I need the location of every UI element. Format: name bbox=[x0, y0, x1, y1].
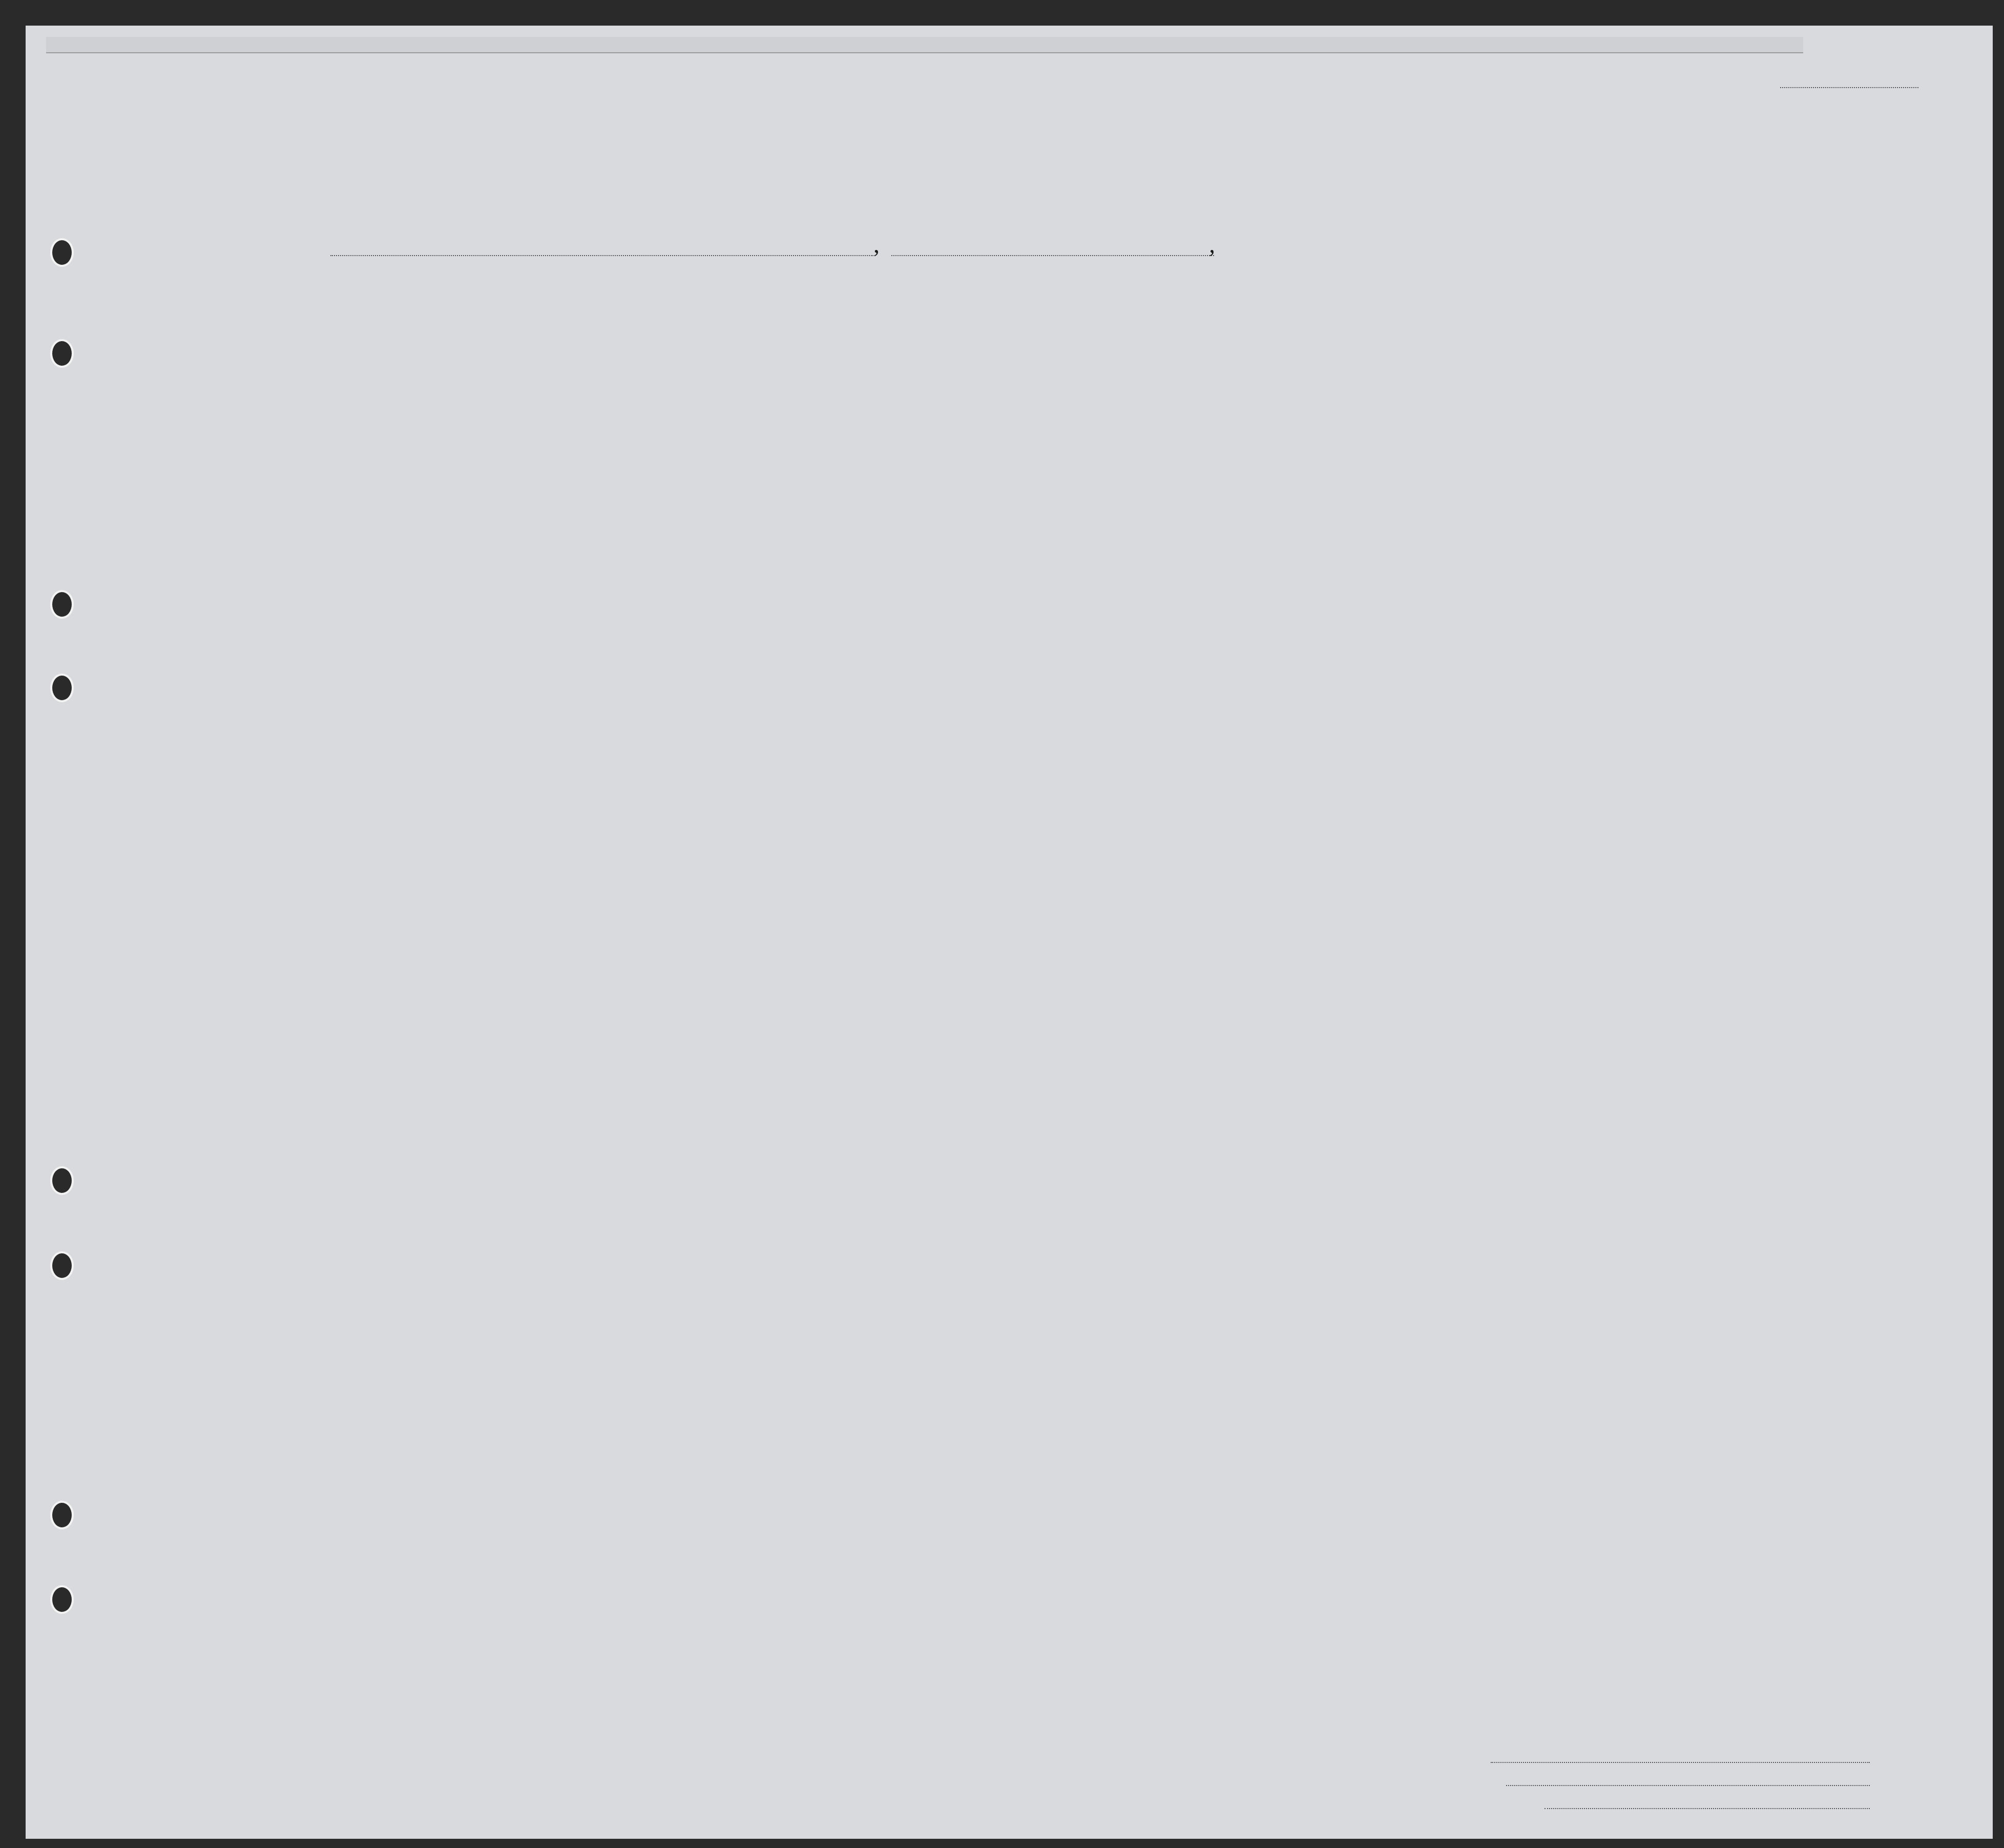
header-anarchist bbox=[1373, 328, 1393, 451]
header-purpose-c bbox=[1263, 353, 1278, 451]
table-grid bbox=[26, 26, 1993, 1839]
header-ticket bbox=[598, 318, 619, 446]
header-polygamist bbox=[1343, 328, 1364, 451]
manifest-sheet: , , bbox=[26, 26, 1993, 1839]
header-deported-year bbox=[1496, 328, 1511, 451]
header-arrested bbox=[1519, 328, 1535, 451]
header-purpose-b bbox=[1230, 353, 1246, 451]
header-overthrow bbox=[1398, 328, 1429, 451]
header-fifty-dollars bbox=[723, 318, 744, 446]
header-purpose-a bbox=[1184, 353, 1200, 451]
header-offer bbox=[1457, 328, 1483, 451]
header-prison bbox=[1301, 328, 1322, 451]
